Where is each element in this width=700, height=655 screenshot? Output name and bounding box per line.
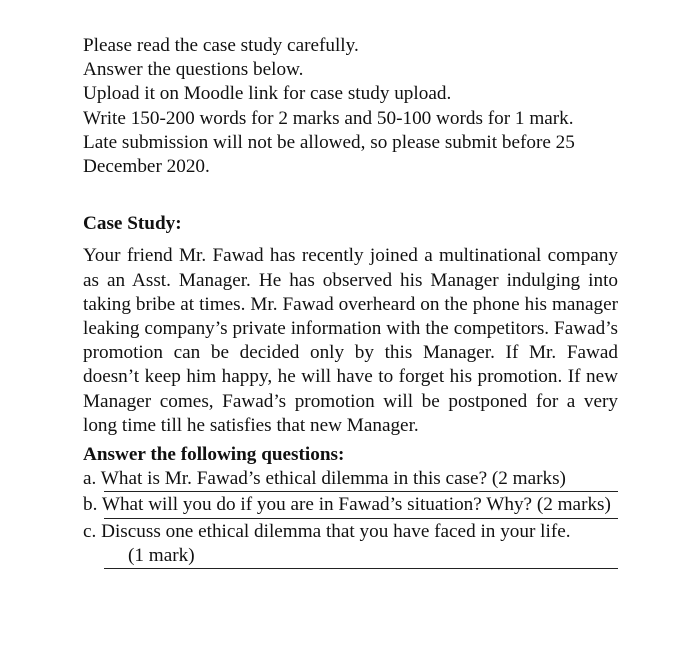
question-b xyxy=(83,493,618,518)
instruction-line: Please read the case study carefully. xyxy=(83,35,359,56)
questions-title: Answer the following questions: xyxy=(83,444,345,466)
instruction-line: Write 150-200 words for 2 marks and 50-100 words for 1 mark. xyxy=(83,107,574,129)
question-text: a. What is Mr. Fawad’s ethical dilemma in this case? (2 marks) xyxy=(83,468,566,490)
question-mark: (1 mark) xyxy=(128,544,195,566)
instruction-line: Answer the questions below. xyxy=(83,59,304,81)
question-a xyxy=(83,467,618,492)
case-study-body: Your friend Mr. Fawad has recently joined a multinational company as an Asst. Manager. He has observed his Manager indulging into taking bribe at times. Mr. Fawad overheard on the phone his manager leaking company’s private information with the competitors. Fawad’s promotion can be decided only by this Manager. If Mr. Fawad doesn’t keep him happy, he will have to forget his promotion. If new Manager comes, Fawad’s promotion will be postponed for a very long time till he satisfies that new Manager. xyxy=(83,245,618,436)
question-c xyxy=(83,520,618,569)
questions-list xyxy=(83,467,618,569)
case-study-title: Case Study: xyxy=(83,213,182,235)
instruction-line: Upload it on Moodle link for case study upload. xyxy=(83,83,452,105)
question-text: b. What will you do if you are in Fawad’s situation? Why? (2 marks) xyxy=(83,494,611,516)
case-study-document xyxy=(83,34,618,569)
instructions-block xyxy=(83,34,618,179)
instruction-line: Late submission will not be allowed, so please submit before 25 December 2020. xyxy=(83,131,575,178)
question-text: c. Discuss one ethical dilemma that you have faced in your life. xyxy=(83,520,571,542)
